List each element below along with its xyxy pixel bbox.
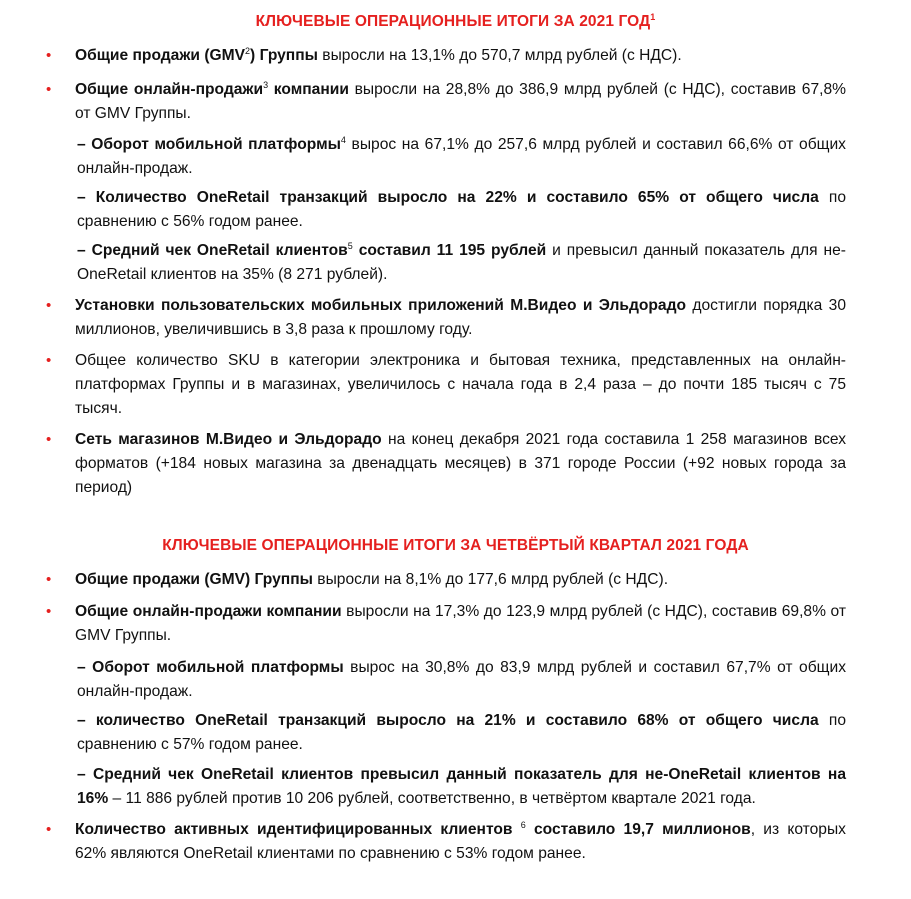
list-item: • Сеть магазинов М.Видео и Эльдорадо на конец декабря 2021 года составила 1 258 магазинов всех форматов (+184 новых магазина за двенадцать месяцев) в 371 городе России (+92 новых города за период) — [46, 428, 846, 500]
list-item: • Общие продажи (GMV) Группы выросли на 8,1% до 177,6 млрд рублей (с НДС). — [46, 568, 846, 592]
bullet-icon: • — [46, 821, 52, 838]
list-item: • Количество активных идентифицированных клиентов $^6$ составило 19,7 миллионов, из которых 62% являются OneRetail клиентами по сравнению с 53% годом ранее. — [46, 819, 846, 862]
list-item: • Общее количество SKU в категории электроника и бытовая техника, представленных на онлайн-платформах Группы и в магазинах, увеличилось с начала года в 2,4 раза – до почти 185 тысяч с 75 тысяч. — [46, 349, 846, 421]
sub-list-item: – Оборот мобильной платформы вырос на 30,8% до 83,9 млрд рублей и составил 67,7% от общих онлайн-продаж. — [77, 659, 846, 700]
sub-list-item: – количество OneRetail транзакций выросло на 21% и составило 68% от общего числа по сравнению с 57% годом ранее. — [77, 712, 846, 753]
bullet-icon: • — [46, 81, 52, 98]
sub-list-item: – Средний чек OneRetail клиентов$^5$ составил 11 195 рублей и превысил данный показатель для не-OneRetail клиентов на 35% (8 271 рублей). — [77, 240, 846, 283]
list-item: • Общие онлайн-продажи$^3$ компании выросли на 28,8% до 386,9 млрд рублей (с НДС), составив 67,8% от GMV Группы. — [46, 79, 846, 122]
bullet-icon: • — [46, 297, 52, 314]
sub-list-item: – Оборот мобильной платформы$^4$ вырос на 67,1% до 257,6 млрд рублей и составил 66,6% от общих онлайн-продаж. — [77, 134, 846, 177]
footnote-marker: 1 — [650, 11, 656, 22]
bullet-icon: • — [46, 352, 52, 369]
bullet-icon: • — [46, 603, 52, 620]
section-title-2021: КЛЮЧЕВЫЕ ОПЕРАЦИОННЫЕ ИТОГИ ЗА 2021 ГОД$^1$ — [255, 11, 656, 30]
bullet-icon: • — [46, 571, 52, 588]
bullet-icon: • — [46, 47, 52, 64]
section-title-q4: КЛЮЧЕВЫЕ ОПЕРАЦИОННЫЕ ИТОГИ ЗА ЧЕТВЁРТЫЙ КВАРТАЛ 2021 ГОДА — [162, 537, 749, 554]
list-item: • Общие онлайн-продажи компании выросли на 17,3% до 123,9 млрд рублей (с НДС), составив 69,8% от GMV Группы. — [46, 600, 846, 648]
list-item: • Установки пользовательских мобильных приложений М.Видео и Эльдорадо достигли порядка 30 миллионов, увеличившись в 3,8 раза к прошлому году. — [46, 294, 846, 342]
bullet-icon: • — [46, 431, 52, 448]
list-item: • Общие продажи (GMV$^2$) Группы выросли на 13,1% до 570,7 млрд рублей (с НДС). — [46, 44, 846, 68]
sub-list-item: – Средний чек OneRetail клиентов превысил данный показатель для не-OneRetail клиентов на 16% – 11 886 рублей против 10 206 рублей, соответственно, в четвёртом квартале 2021 года. — [77, 766, 846, 807]
sub-list-item: – Количество OneRetail транзакций выросло на 22% и составило 65% от общего числа по сравнению с 56% годом ранее. — [77, 189, 846, 230]
